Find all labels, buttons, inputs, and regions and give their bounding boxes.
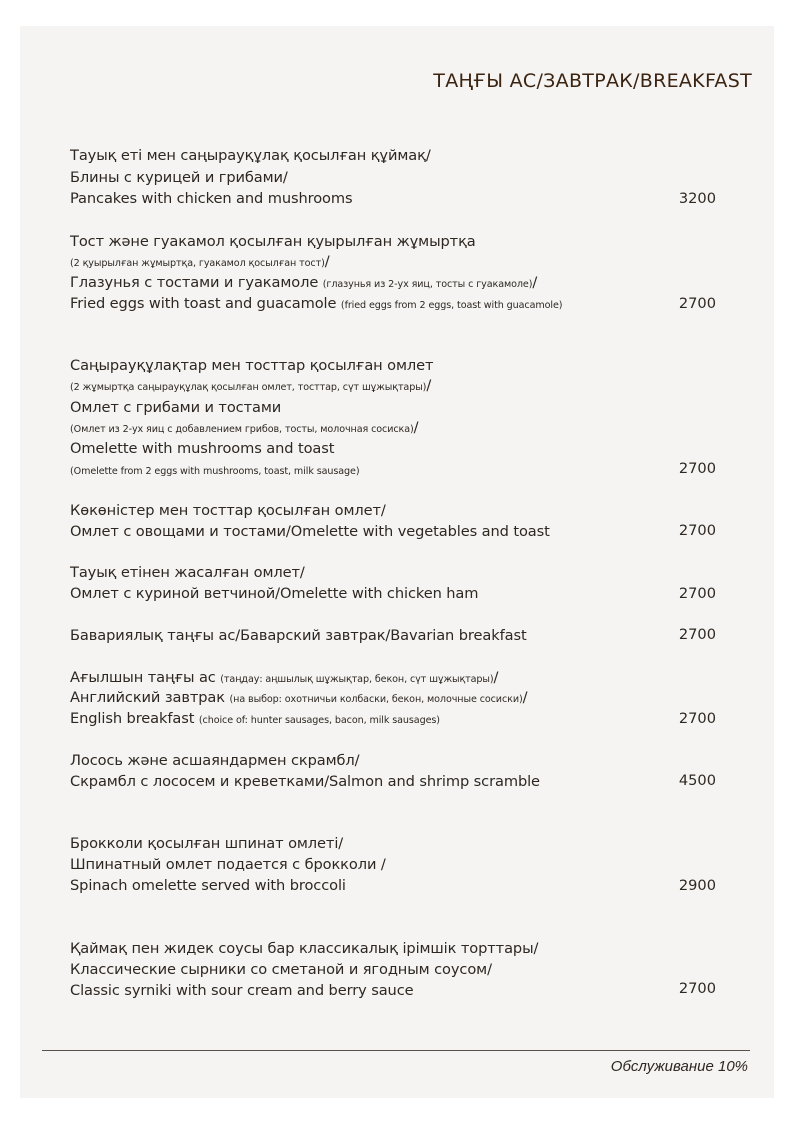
item-name-en: Omelette with mushrooms and toast <box>70 440 335 457</box>
item-name-kk: Қаймақ пен жидек соусы бар классикалық ірімшік торттары/ <box>70 940 539 957</box>
item-line <box>70 585 478 602</box>
service-charge-note: Обслуживание 10% <box>610 1058 748 1075</box>
item-line <box>70 440 334 457</box>
menu-page <box>20 26 774 1098</box>
item-name-ru: Глазунья с тостами и гуакамоле <box>70 274 323 291</box>
item-name-en: Fried eggs with toast and guacamole <box>70 295 341 312</box>
item-price: 4500 <box>678 772 716 789</box>
item-price: 2700 <box>678 460 716 477</box>
item-price: 3200 <box>678 190 716 207</box>
item-name-ru: Шпинатный омлет подается с брокколи / <box>70 856 386 873</box>
item-price: 2700 <box>678 522 716 539</box>
item-note: (choice of: hunter sausages, bacon, milk sausages) <box>198 715 440 726</box>
item-line <box>70 147 431 164</box>
item-line <box>70 856 386 873</box>
item-name-ru: Классические сырники со сметаной и ягодным соусом/ <box>70 961 492 978</box>
item-name-kk: Көкөністер мен тосттар қосылған омлет/ <box>70 502 386 519</box>
item-line <box>70 419 418 436</box>
item-line <box>70 982 414 999</box>
item-line <box>70 461 360 478</box>
item-line <box>70 773 540 790</box>
item-name-kk: Брокколи қосылған шпинат омлеті/ <box>70 835 344 852</box>
item-note: (2 қуырылған жұмыртқа, гуакамол қосылған тост) <box>70 258 325 269</box>
item-name-en: Classic syrniki with sour cream and berry sauce <box>70 982 414 999</box>
item-line <box>70 190 352 207</box>
item-price: 2700 <box>678 980 716 997</box>
item-price: 2900 <box>678 877 716 894</box>
item-line <box>70 961 492 978</box>
item-name-kk: Саңырауқұлақтар мен тосттар қосылған омлет <box>70 357 434 374</box>
item-line <box>70 689 527 706</box>
item-name-en: Spinach omelette served with broccoli <box>70 877 346 894</box>
item-name-ru-en: Скрамбл с лососем и креветками/Salmon and shrimp scramble <box>70 773 540 790</box>
item-line <box>70 253 330 270</box>
item-price: 2700 <box>678 585 716 602</box>
item-price: 2700 <box>678 626 716 643</box>
item-line <box>70 169 288 186</box>
item-name-kk: Тауық еті мен саңырауқұлақ қосылған құймақ/ <box>70 147 431 164</box>
item-name-en: English breakfast <box>70 710 199 727</box>
footer-divider <box>42 1050 750 1051</box>
item-line <box>70 274 537 291</box>
item-name-ru: Блины с курицей и грибами/ <box>70 169 288 186</box>
item-note: (таңдау: аңшылық шұжықтар, бекон, сүт шұжықтары) <box>220 674 494 685</box>
item-name-ru: Омлет с грибами и тостами <box>70 399 282 416</box>
item-line <box>70 752 359 769</box>
item-name-kk: Тауық етінен жасалған омлет/ <box>70 564 305 581</box>
item-note: (2 жұмыртқа саңырауқұлақ қосылған омлет, тосттар, сүт шұжықтары) <box>70 382 427 393</box>
item-name-ru: Английский завтрак <box>70 689 230 706</box>
item-line <box>70 710 440 727</box>
item-line <box>70 669 498 686</box>
item-price: 2700 <box>678 710 716 727</box>
item-separator: / <box>413 419 419 436</box>
item-note: (на выбор: охотничьи колбаски, бекон, молочные сосиски) <box>229 694 523 705</box>
page-title: ТАҢҒЫ АС/ЗАВТРАК/BREAKFAST <box>433 70 752 92</box>
item-note: (глазунья из 2-ух яиц, тосты с гуакамоле) <box>322 279 533 290</box>
item-note: (fried eggs from 2 eggs, toast with guacamole) <box>340 300 563 311</box>
item-line <box>70 502 386 519</box>
item-separator: / <box>324 253 330 270</box>
item-line <box>70 357 433 374</box>
item-name-ru-en: Омлет с овощами и тостами/Omelette with vegetables and toast <box>70 523 550 540</box>
item-name: Бавариялық таңғы ас/Баварский завтрак/Bavarian breakfast <box>70 627 527 644</box>
item-line <box>70 399 281 416</box>
item-line <box>70 877 346 894</box>
item-name-ru-en: Омлет с куриной ветчиной/Omelette with chicken ham <box>70 585 479 602</box>
item-line <box>70 835 343 852</box>
item-name-en: Pancakes with chicken and mushrooms <box>70 190 353 207</box>
item-note: (Omelette from 2 eggs with mushrooms, toast, milk sausage) <box>70 466 360 477</box>
item-name-kk: Лосось және асшаяндармен скрамбл/ <box>70 752 360 769</box>
item-line <box>70 295 562 312</box>
item-line <box>70 377 431 394</box>
item-separator: / <box>426 377 432 394</box>
item-name-kk: Тост және гуакамол қосылған қуырылған жұмыртқа <box>70 233 476 250</box>
item-separator: / <box>522 689 528 706</box>
item-separator: / <box>532 274 538 291</box>
item-price: 2700 <box>678 295 716 312</box>
item-separator: / <box>493 669 499 686</box>
item-line <box>70 564 305 581</box>
item-name-kk: Ағылшын таңғы ас <box>70 669 221 686</box>
item-line <box>70 627 527 644</box>
item-line <box>70 523 550 540</box>
item-line <box>70 233 476 250</box>
item-note: (Омлет из 2-ух яиц с добавлением грибов, тосты, молочная сосиска) <box>70 424 414 435</box>
item-line <box>70 940 538 957</box>
